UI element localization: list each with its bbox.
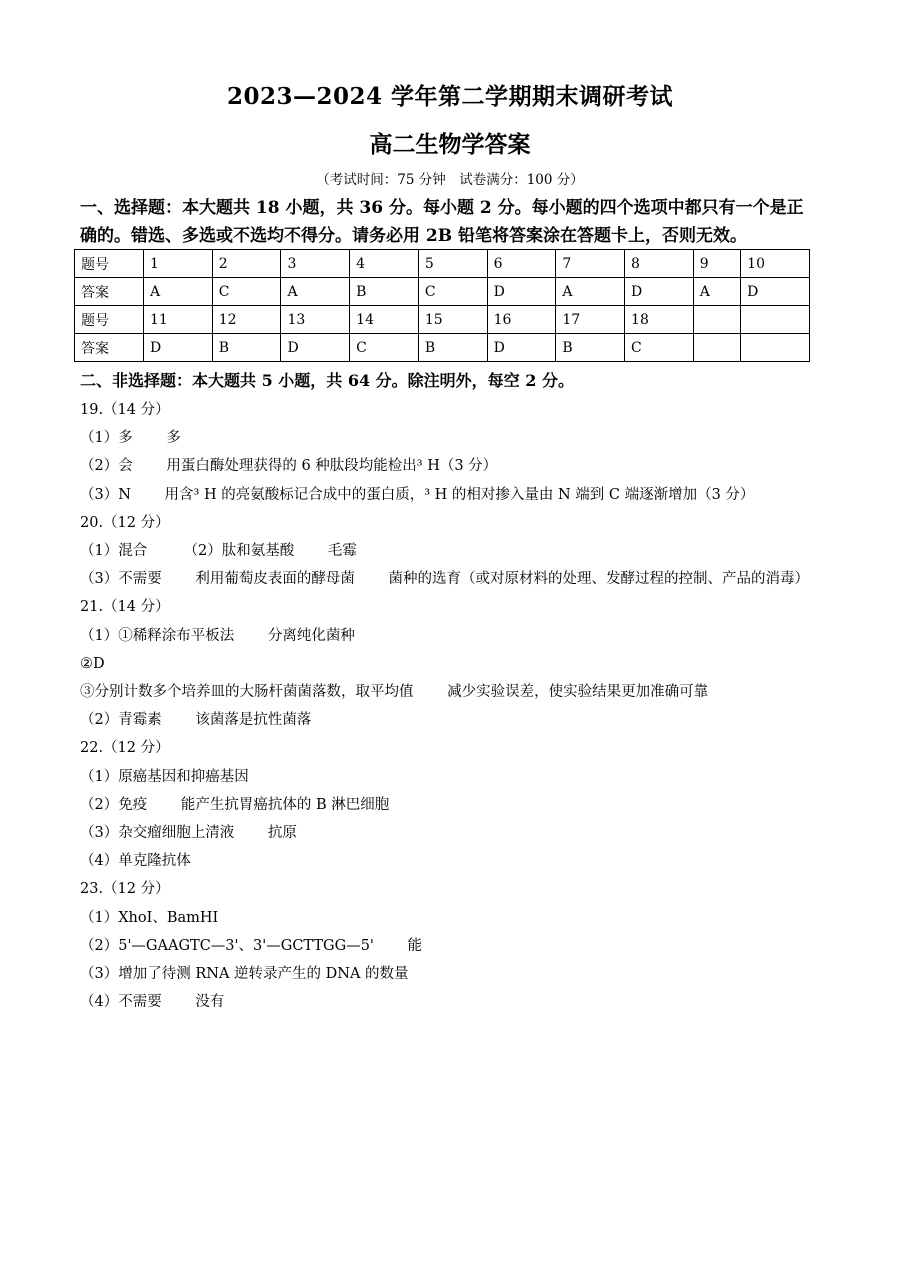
answer-cell: A bbox=[281, 278, 350, 306]
answer-cell: D bbox=[487, 334, 556, 362]
answer-line: （1）原癌基因和抑癌基因 bbox=[80, 768, 249, 785]
answer-cell: D bbox=[741, 278, 810, 306]
question-number-cell bbox=[693, 306, 740, 334]
answer-cell: A bbox=[556, 278, 625, 306]
answer-cell: D bbox=[144, 334, 213, 362]
answer-cell: A bbox=[693, 278, 740, 306]
question-number-cell: 14 bbox=[350, 306, 419, 334]
question-number-cell: 11 bbox=[144, 306, 213, 334]
answer-line: 23.（12 分） bbox=[80, 881, 170, 898]
answer-cell: C bbox=[625, 334, 694, 362]
answer-cell: D bbox=[625, 278, 694, 306]
answer-line: ②D bbox=[80, 655, 105, 672]
answer-cell: B bbox=[556, 334, 625, 362]
answer-table bbox=[74, 249, 810, 362]
answer-lines bbox=[80, 396, 825, 1016]
answer-line: （1）①稀释涂布平板法 分离纯化菌种 bbox=[80, 627, 355, 644]
table-row bbox=[75, 334, 810, 362]
question-number-cell: 12 bbox=[212, 306, 281, 334]
answer-line: （2）免疫 能产生抗胃癌抗体的 B 淋巴细胞 bbox=[80, 796, 390, 813]
question-number-cell: 1 bbox=[144, 250, 213, 278]
answer-line: （4）单克隆抗体 bbox=[80, 853, 191, 870]
question-number-cell: 16 bbox=[487, 306, 556, 334]
answer-line: （1）XhoⅠ、BamHⅠ bbox=[80, 909, 219, 926]
question-number-cell: 6 bbox=[487, 250, 556, 278]
answer-cell: C bbox=[350, 334, 419, 362]
answer-cell: D bbox=[487, 278, 556, 306]
answer-cell: B bbox=[418, 334, 487, 362]
question-number-cell: 13 bbox=[281, 306, 350, 334]
page-title: 2023—2024 学年第二学期期末调研考试 bbox=[226, 83, 674, 110]
answer-cell: A bbox=[144, 278, 213, 306]
answer-line: （4）不需要 没有 bbox=[80, 994, 225, 1011]
answer-cell bbox=[741, 334, 810, 362]
question-number-cell: 2 bbox=[212, 250, 281, 278]
answer-line: （2）会 用蛋白酶处理获得的 6 种肽段均能检出³ H（3 分） bbox=[80, 458, 498, 475]
section2-heading: 二、非选择题：本大题共 5 小题，共 64 分。除注明外，每空 2 分。 bbox=[80, 371, 574, 390]
question-number-cell: 3 bbox=[281, 250, 350, 278]
answer-line: （3）不需要 利用葡萄皮表面的酵母菌 菌种的选育（或对原材料的处理、发酵过程的控制、产品的消毒） bbox=[80, 571, 809, 588]
row-label-answer: 答案 bbox=[75, 334, 144, 362]
question-number-cell: 4 bbox=[350, 250, 419, 278]
question-number-cell: 8 bbox=[625, 250, 694, 278]
answer-line: （2）青霉素 该菌落是抗性菌落 bbox=[80, 712, 312, 729]
question-number-cell: 9 bbox=[693, 250, 740, 278]
answer-cell: D bbox=[281, 334, 350, 362]
question-number-cell: 7 bbox=[556, 250, 625, 278]
answer-line: （3）N 用含³ H 的亮氨酸标记合成中的蛋白质，³ H 的相对掺入量由 N 端到 C 端逐渐增加（3 分） bbox=[80, 486, 755, 503]
answer-line: 20.（12 分） bbox=[80, 514, 170, 531]
answer-cell: B bbox=[212, 334, 281, 362]
answer-line: 19.（14 分） bbox=[80, 402, 170, 418]
table-row bbox=[75, 250, 810, 278]
answer-line: ③分别计数多个培养皿的大肠杆菌菌落数，取平均值 减少实验误差，使实验结果更加准确可靠 bbox=[80, 684, 709, 701]
row-label-question: 题号 bbox=[75, 306, 144, 334]
answer-cell: C bbox=[418, 278, 487, 306]
answer-cell: B bbox=[350, 278, 419, 306]
answer-line: （3）增加了待测 RNA 逆转录产生的 DNA 的数量 bbox=[80, 966, 409, 983]
table-row bbox=[75, 306, 810, 334]
answer-line: （1）多 多 bbox=[80, 430, 181, 447]
question-number-cell: 10 bbox=[741, 250, 810, 278]
answer-line: （3）杂交瘤细胞上清液 抗原 bbox=[80, 825, 297, 842]
table-row bbox=[75, 278, 810, 306]
answer-line: 22.（12 分） bbox=[80, 740, 170, 757]
question-number-cell: 18 bbox=[625, 306, 694, 334]
section1-heading: 一、选择题：本大题共 18 小题，共 36 分。每小题 2 分。每小题的四个选项中都只有一个是正确的。错选、多选或不选均不得分。请务必用 2B 铅笔将答案涂在答题卡上，否则无效。 bbox=[80, 198, 804, 246]
answer-line: （1）混合 （2）肽和氨基酸 毛霉 bbox=[80, 543, 357, 560]
answer-line: （2）5'—GAAGTC—3'、3'—GCTTGG—5' 能 bbox=[80, 937, 423, 954]
row-label-answer: 答案 bbox=[75, 278, 144, 306]
question-number-cell bbox=[741, 306, 810, 334]
exam-info: （考试时间：75 分钟 试卷满分：100 分） bbox=[316, 172, 584, 188]
answer-line: 21.（14 分） bbox=[80, 599, 170, 616]
question-number-cell: 15 bbox=[418, 306, 487, 334]
question-number-cell: 5 bbox=[418, 250, 487, 278]
answer-cell bbox=[693, 334, 740, 362]
answer-cell: C bbox=[212, 278, 281, 306]
question-number-cell: 17 bbox=[556, 306, 625, 334]
page-subtitle: 高二生物学答案 bbox=[369, 131, 531, 158]
row-label-question: 题号 bbox=[75, 250, 144, 278]
